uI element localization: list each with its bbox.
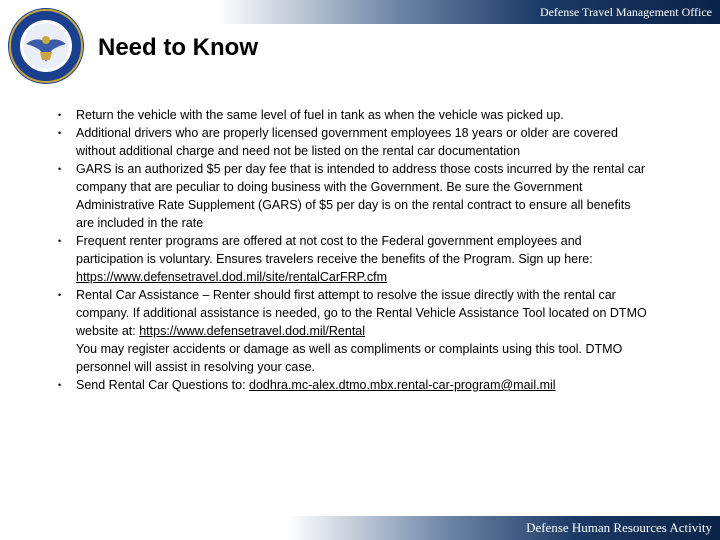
bullet-marker: • — [58, 236, 62, 246]
list-item: Rental Car Assistance – Renter should first attempt to resolve the issue directly with the rental car company. If additional assistance is needed, go to the Rental Vehicle Assistance Tool located on DTMO website at: https://www.defensetravel.dod.mil/Rental — [76, 288, 647, 338]
bullet-marker: • — [58, 128, 62, 138]
dod-seal-logo — [6, 6, 86, 86]
footer-bar — [0, 516, 720, 540]
header-org-name: Defense Travel Management Office — [539, 5, 712, 19]
page-title: Need to Know — [98, 34, 258, 61]
rental-assistance-link[interactable]: https://www.defensetravel.dod.mil/Rental — [139, 324, 366, 338]
header-bar — [0, 0, 720, 24]
frp-signup-link[interactable]: https://www.defensetravel.dod.mil/site/rentalCarFRP.cfm — [76, 270, 388, 284]
bullet-list — [76, 106, 650, 394]
list-item: Additional drivers who are properly licensed government employees 18 years or older are covered without additional charge and need not be listed on the rental car documentation — [76, 126, 618, 158]
bullet-marker: • — [58, 380, 62, 390]
bullet-marker: • — [58, 164, 62, 174]
list-item: Send Rental Car Questions to: dodhra.mc-alex.dtmo.mbx.rental-car-program@mail.mil — [76, 378, 556, 392]
bullet-marker: • — [58, 110, 62, 120]
list-item-continuation: You may register accidents or damage as well as compliments or complaints using this tool. DTMO personnel will assist in resolving your case. — [76, 342, 623, 374]
list-item: Frequent renter programs are offered at not cost to the Federal government employees and participation is voluntary. Ensures travelers receive the benefits of the Program. Sign up here: https://www.defensetravel.dod.mil/site/rentalCarFRP.cfm — [76, 234, 593, 284]
footer-org-name: Defense Human Resources Activity — [526, 520, 712, 535]
list-item: GARS is an authorized $5 per day fee that is intended to address those costs incurred by the rental car company that are peculiar to doing business with the Government. Be sure the Government Administrative Rate Supplement (GARS) of $5 per day is on the rental contract to ensure all benefits are included in the rate — [76, 162, 646, 230]
list-item: Return the vehicle with the same level of fuel in tank as when the vehicle was picked up. — [76, 108, 564, 122]
contact-email-link[interactable]: dodhra.mc-alex.dtmo.mbx.rental-car-program@mail.mil — [249, 378, 556, 392]
bullet-marker: • — [58, 290, 62, 300]
